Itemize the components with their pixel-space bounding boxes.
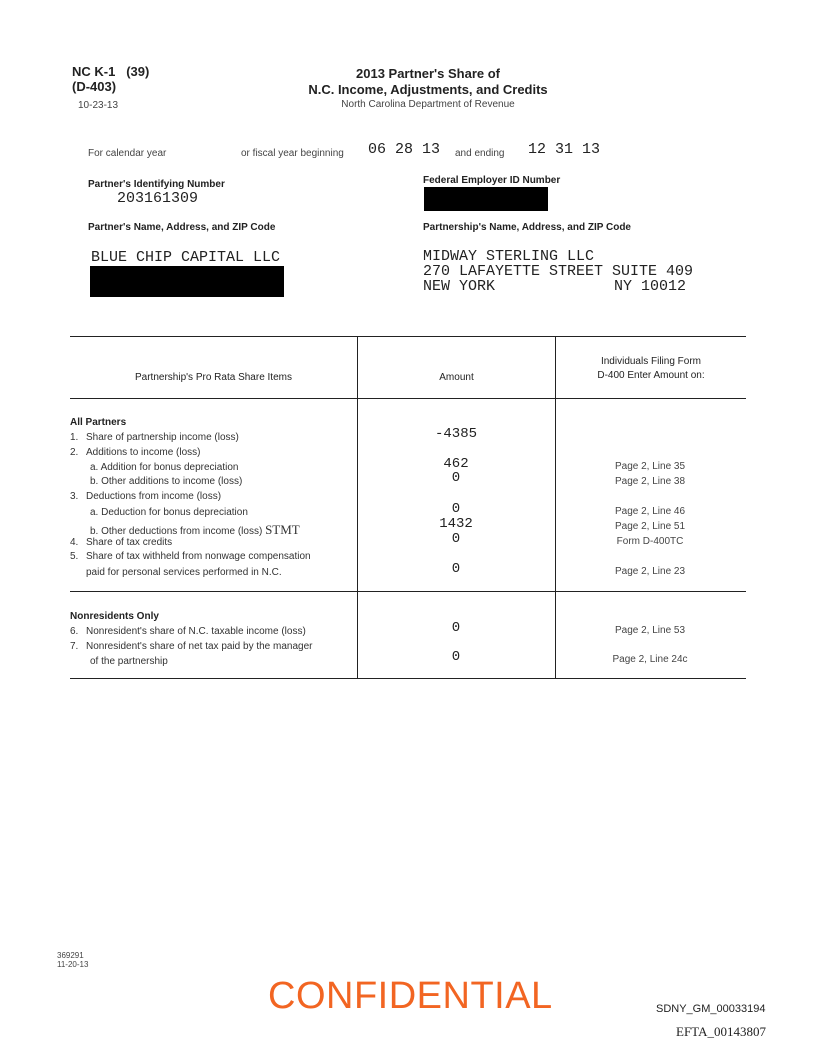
ending-label: and ending (455, 148, 505, 159)
row-amount: 0 (451, 470, 461, 486)
row-description: Nonresident's share of net tax paid by the manager (86, 641, 313, 652)
fein-label: Federal Employer ID Number (423, 175, 561, 186)
col-ref-header-line2: D-400 Enter Amount on: (597, 370, 705, 381)
row-description: of the partnership (90, 656, 168, 667)
row-number: 3. (70, 491, 79, 502)
row-description: b. Other additions to income (loss) (90, 476, 243, 487)
row-description: Additions to income (loss) (86, 447, 201, 458)
footer-date: 11-20-13 (57, 960, 89, 969)
calendar-year-label: For calendar year (88, 148, 167, 159)
table-header-rule (70, 398, 746, 399)
section-all-partners: All Partners (70, 417, 127, 428)
partnership-state-zip: NY 10012 (614, 278, 687, 295)
section-divider-rule (70, 591, 746, 592)
partnership-name: MIDWAY STERLING LLC (423, 248, 595, 265)
row-description: a. Addition for bonus depreciation (90, 462, 239, 473)
row-amount: 0 (451, 501, 461, 517)
col-ref-header-line1: Individuals Filing Form (600, 356, 702, 367)
fein-redaction (424, 187, 548, 211)
row-description: paid for personal services performed in N.C. (86, 567, 282, 578)
row-description: Share of tax withheld from nonwage compensation (86, 551, 311, 562)
row-reference: Page 2, Line 23 (614, 566, 686, 577)
partnership-city: NEW YORK (423, 278, 496, 295)
row-amount: 0 (451, 531, 461, 547)
form-code: (39) (126, 64, 150, 79)
table-top-rule (70, 336, 746, 337)
row-amount: 462 (443, 456, 469, 472)
fiscal-end-date: 12 31 13 (528, 141, 601, 158)
row-number: 7. (70, 641, 79, 652)
partner-address-redaction (90, 266, 284, 297)
partner-id-label: Partner's Identifying Number (88, 179, 225, 190)
row-number: 2. (70, 447, 79, 458)
table-bottom-rule (70, 678, 746, 679)
bates-number: SDNY_GM_00033194 (656, 1003, 766, 1015)
row-amount: -4385 (434, 426, 477, 442)
row-reference: Page 2, Line 35 (614, 461, 686, 472)
partnership-address: 270 LAFAYETTE STREET SUITE 409 (423, 263, 694, 280)
row-number: 4. (70, 537, 79, 548)
fiscal-begin-date: 06 28 13 (368, 141, 441, 158)
row-amount: 0 (451, 649, 461, 665)
row-reference: Page 2, Line 24c (612, 654, 688, 665)
row-description (90, 522, 300, 538)
partner-id-value: 203161309 (117, 190, 199, 207)
form-sub: (D-403) (72, 79, 117, 94)
row-description: Nonresident's share of N.C. taxable income (loss) (86, 626, 306, 637)
row-reference: Page 2, Line 46 (614, 506, 686, 517)
row-description-text: b. Other deductions from income (loss) (90, 526, 263, 537)
row-number: 5. (70, 551, 79, 562)
row-amount: 0 (451, 620, 461, 636)
form-number: NC K-1 (72, 64, 116, 79)
form-agency: North Carolina Department of Revenue (341, 99, 515, 110)
col-amount-header: Amount (439, 372, 474, 383)
section-nonresidents-only: Nonresidents Only (70, 611, 159, 622)
stmt-marker: STMT (265, 522, 300, 537)
row-number: 1. (70, 432, 79, 443)
row-reference: Page 2, Line 51 (614, 521, 686, 532)
row-amount: 1432 (439, 516, 473, 532)
row-number: 6. (70, 626, 79, 637)
footer-code: 369291 (57, 951, 84, 960)
row-description: Deductions from income (loss) (86, 491, 222, 502)
form-title-line2: N.C. Income, Adjustments, and Credits (308, 82, 548, 97)
partnership-name-label: Partnership's Name, Address, and ZIP Code (423, 222, 631, 233)
row-reference: Page 2, Line 53 (614, 625, 686, 636)
confidential-stamp: CONFIDENTIAL (268, 975, 553, 1017)
row-description: Share of tax credits (86, 537, 173, 548)
partner-name: BLUE CHIP CAPITAL LLC (91, 249, 281, 266)
form-date: 10-23-13 (78, 100, 119, 111)
form-title-line1: 2013 Partner's Share of (356, 66, 500, 81)
row-reference: Form D-400TC (616, 536, 684, 547)
efta-number: EFTA_00143807 (676, 1024, 766, 1039)
row-description: a. Deduction for bonus depreciation (90, 507, 248, 518)
col-items-header: Partnership's Pro Rata Share Items (135, 372, 292, 383)
partner-name-label: Partner's Name, Address, and ZIP Code (88, 222, 276, 233)
fiscal-year-label: or fiscal year beginning (241, 148, 344, 159)
row-amount: 0 (451, 561, 461, 577)
row-reference: Page 2, Line 38 (614, 476, 686, 487)
row-description: Share of partnership income (loss) (86, 432, 239, 443)
